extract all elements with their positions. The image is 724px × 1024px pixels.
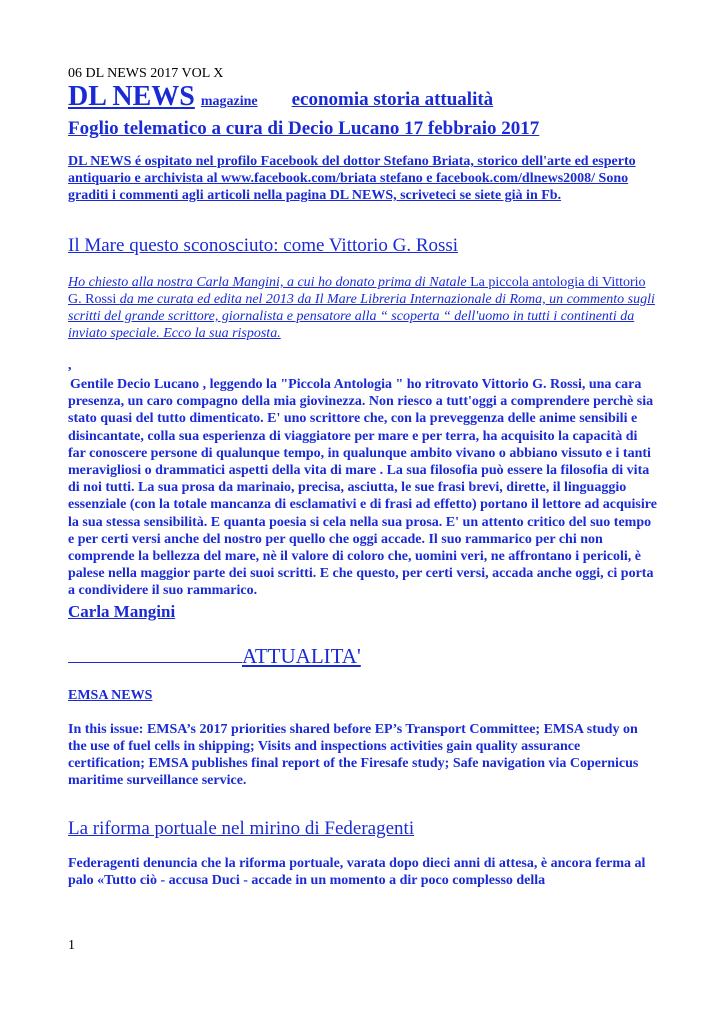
masthead-magazine[interactable]: magazine: [200, 94, 258, 109]
lead-book-title: La piccola antologia di Vittorio G. Rossi: [68, 275, 646, 307]
issue-line: 06 DL NEWS 2017 VOL X: [68, 66, 224, 81]
letter-body: Gentile Decio Lucano , leggendo la "Piccola Antologia " ho ritrovato Vittorio G. Rossi, una cara presenza, un caro compagno della mia giovinezza. Non riesco a tutt'oggi a comprendere perchè sia stato quasi del tutto dimenticato. E' uno scrittore che, con la preveggenza delle anime sensibili e disincantate, colla sua esperienza di viaggiatore per mare e per terra, ha acquisito la capacità di far conoscere persone di qualunque tempo, in qualunque ambito vivano o abbiano vissuto e i tanti meravigliosi o drammatici aspetti della vita di mare . La sua filosofia può essere la filosofia di vita di noi tutti. La sua prosa da marinaio, precisa, asciutta, le sue frasi brevi, dirette, il linguaggio essenziale (con la totale mancanza di esclamativi e di frasi ad effetto) portano il lettore ad acquisire la sua stessa sensibilità. E quanta poesia si cela nella sua prosa. E' un attento critico del suo tempo e per certi versi anche del nostro per quello che oggi accade. Il suo rammarico per chi non comprende la bellezza del mare, nè il valore di coloro che, uomini veri, ne affrontano i pericoli, è palese nella maggior parte dei suoi scritti. E che questo, per certi versi, accada anche oggi, ci porta a condividere il suo rammarico.: [68, 377, 657, 599]
masthead: [68, 82, 658, 117]
section-heading-attualita[interactable]: [68, 642, 658, 669]
lead-italic-2: da me curata ed edita nel 2013 da Il Mare Libreria Internazionale di Roma, un commento sugli scritti del grande scrittore, giornalista e pensatore alla “ scoperta “ dell'uomo in tutti i continenti da inviato speciale. Ecco la sua risposta.: [68, 292, 655, 341]
letter-signature[interactable]: Carla Mangini: [68, 601, 176, 621]
document-page: [68, 66, 658, 889]
federagenti-body: Federagenti denuncia che la riforma portuale, varata dopo dieci anni di attesa, è ancora ferma al palo «Tutto ciò - accusa Duci - accade in un momento a dir poco complesso della: [68, 855, 646, 888]
section-title: ATTUALITA': [242, 643, 361, 668]
heading-underline-spacer: [68, 642, 242, 663]
masthead-tagline[interactable]: economia storia attualità: [291, 89, 494, 110]
page-number: 1: [68, 938, 75, 953]
lead-italic-1: Ho chiesto alla nostra Carla Mangini, a cui ho donato prima di Natale: [68, 275, 467, 290]
masthead-subtitle[interactable]: Foglio telematico a cura di Decio Lucano 17 febbraio 2017: [68, 118, 540, 139]
article-title-vittorio-rossi[interactable]: Il Mare questo sconosciuto: come Vittorio G. Rossi: [68, 235, 459, 256]
article-lead[interactable]: [68, 274, 658, 342]
stray-comma: ,: [68, 358, 72, 373]
emsa-news-body: In this issue: EMSA’s 2017 priorities shared before EP’s Transport Committee; EMSA study on the use of fuel cells in shipping; Visits and inspections activities gain quality assurance certification; EMSA publishes final report of the Firesafe study; Safe navigation via Copernicus maritime surveillance service.: [68, 721, 639, 788]
intro-paragraph[interactable]: DL NEWS é ospitato nel profilo Facebook del dottor Stefano Briata, storico dell'arte ed esperto antiquario e archivista al www.facebook.com/briata stefano e facebook.com/dlnews2008/ Sono graditi i commenti agli articoli nella pagina DL NEWS, scriveteci se siete già in Fb.: [68, 154, 636, 203]
article-title-federagenti[interactable]: La riforma portuale nel mirino di Federagenti: [68, 817, 415, 839]
masthead-title[interactable]: DL NEWS: [68, 81, 195, 112]
emsa-news-link[interactable]: EMSA NEWS: [68, 687, 153, 703]
